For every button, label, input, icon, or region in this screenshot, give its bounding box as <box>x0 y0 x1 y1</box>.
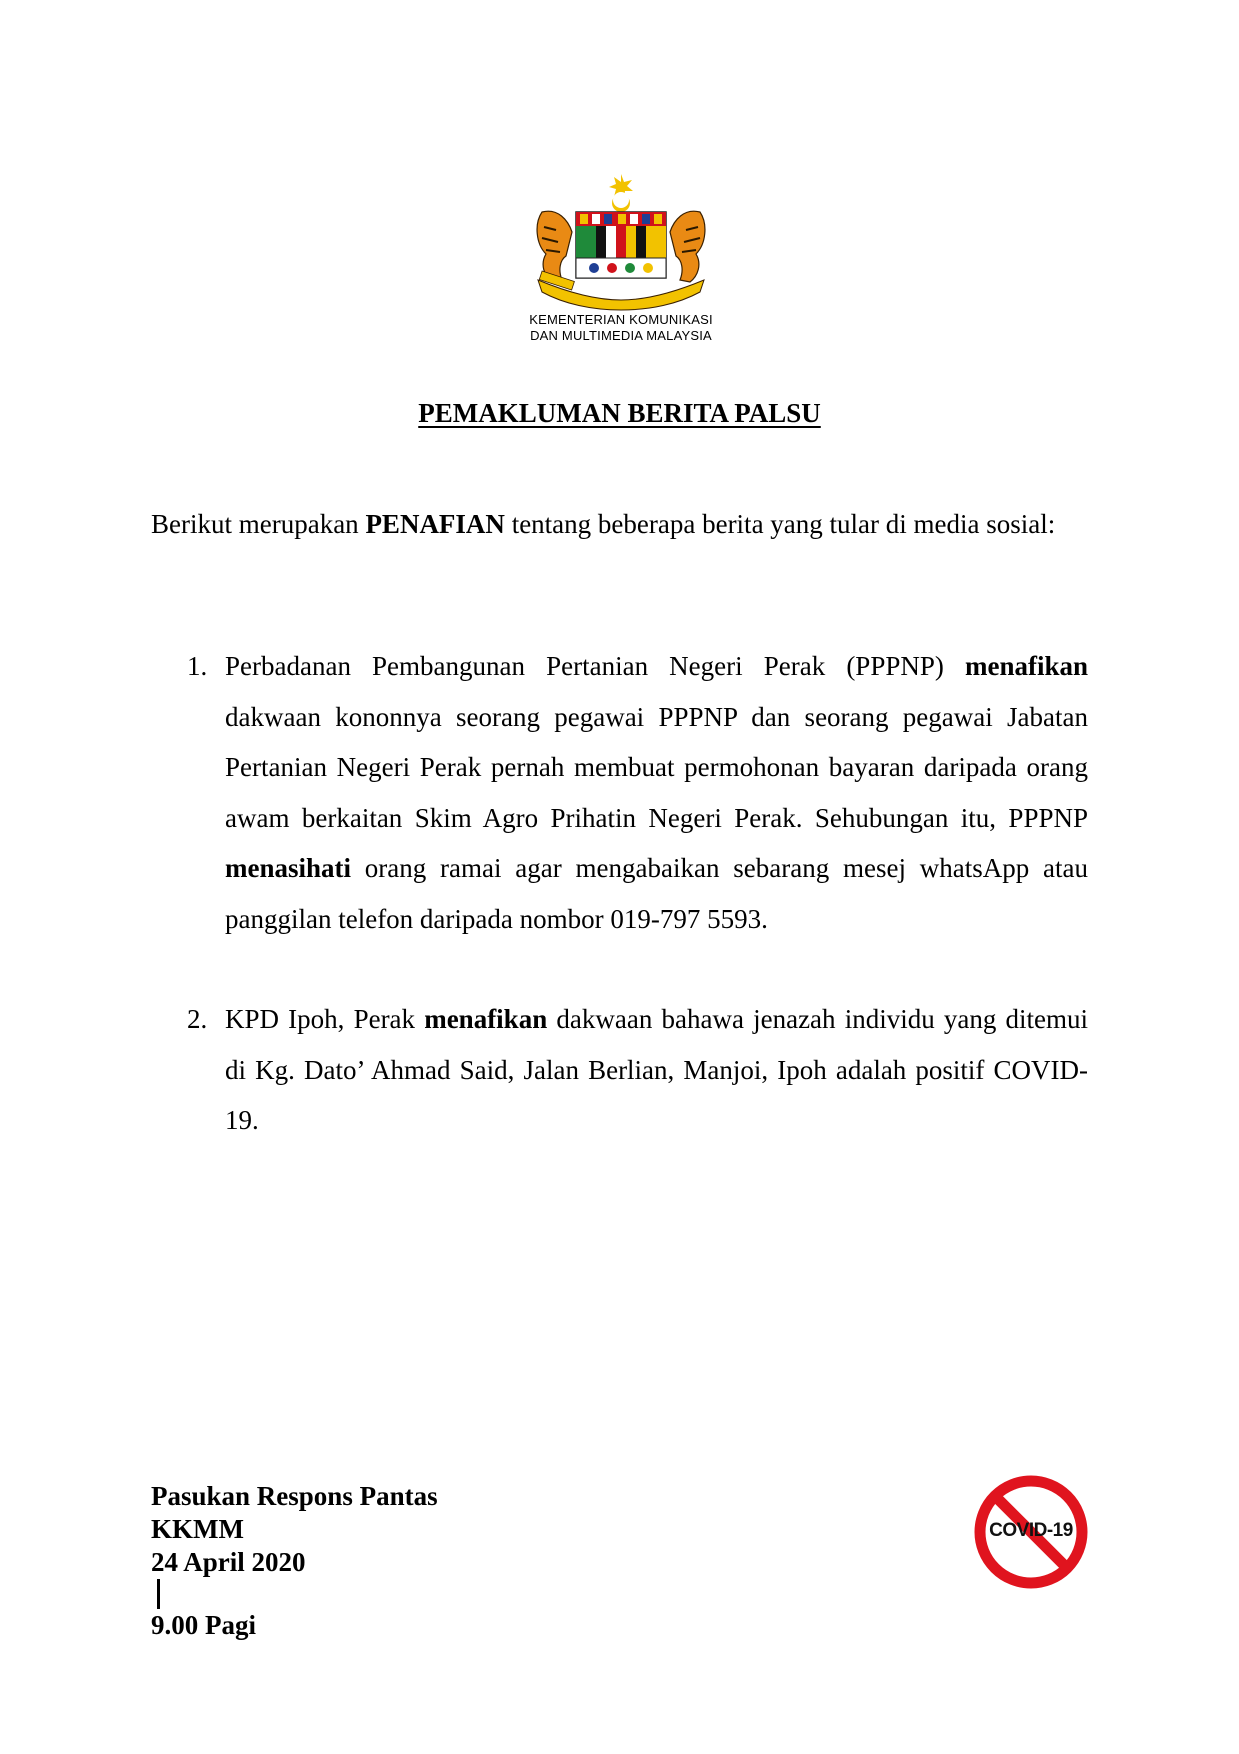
list-item <box>151 641 1088 944</box>
list-item-text: KPD Ipoh, Perak <box>225 1004 425 1034</box>
malaysia-coat-of-arms-icon <box>532 172 710 312</box>
ministry-name-line2: DAN MULTIMEDIA MALAYSIA <box>530 328 712 343</box>
list-item-bold: menasihati <box>225 853 352 883</box>
organization-name: KKMM <box>151 1514 244 1544</box>
list-item-text: orang ramai agar mengabaikan sebarang mesej whatsApp atau panggilan telefon daripada nombor 019-797 5593. <box>225 853 1088 934</box>
intro-paragraph <box>151 499 1088 549</box>
covid-badge-label: COVID-19 <box>989 1520 1073 1541</box>
date-time-line <box>151 1546 438 1642</box>
list-item-number: 1. <box>187 651 208 681</box>
intro-text-before: Berikut merupakan <box>151 509 366 539</box>
release-date: 24 April 2020 <box>151 1547 306 1577</box>
list-item-text: Perbadanan Pembangunan Pertanian Negeri Perak (PPPNP) <box>225 651 965 681</box>
separator-bar <box>157 1579 160 1609</box>
disclaimer-list <box>151 641 1088 1146</box>
list-item-text: dakwaan bahawa jenazah individu yang ditemui di Kg. Dato’ Ahmad Said, Jalan Berlian, Manjoi, Ipoh adalah positif COVID-19. <box>225 1004 1088 1135</box>
intro-text-after: tentang beberapa berita yang tular di media sosial: <box>504 509 1056 539</box>
list-item <box>151 994 1088 1146</box>
document-title-text: PEMAKLUMAN BERITA PALSU <box>418 398 821 428</box>
ministry-name <box>470 312 772 344</box>
signature-block <box>151 1480 438 1642</box>
ministry-name-line1: KEMENTERIAN KOMUNIKASI <box>529 312 713 327</box>
document-title <box>150 398 1089 429</box>
release-time: 9.00 Pagi <box>151 1610 256 1640</box>
intro-bold-term: PENAFIAN <box>365 509 505 539</box>
list-item-bold: menafikan <box>424 1004 548 1034</box>
list-item-text: dakwaan kononnya seorang pegawai PPPNP dan seorang pegawai Jabatan Pertanian Negeri Perak pernah membuat permohonan bayaran daripada orang awam berkaitan Skim Agro Prihatin Negeri Perak. Sehubungan itu, PPPNP <box>225 701 1088 833</box>
team-name: Pasukan Respons Pantas <box>151 1481 438 1511</box>
list-item-bold: menafikan <box>964 651 1088 681</box>
list-item-number: 2. <box>187 1004 208 1034</box>
